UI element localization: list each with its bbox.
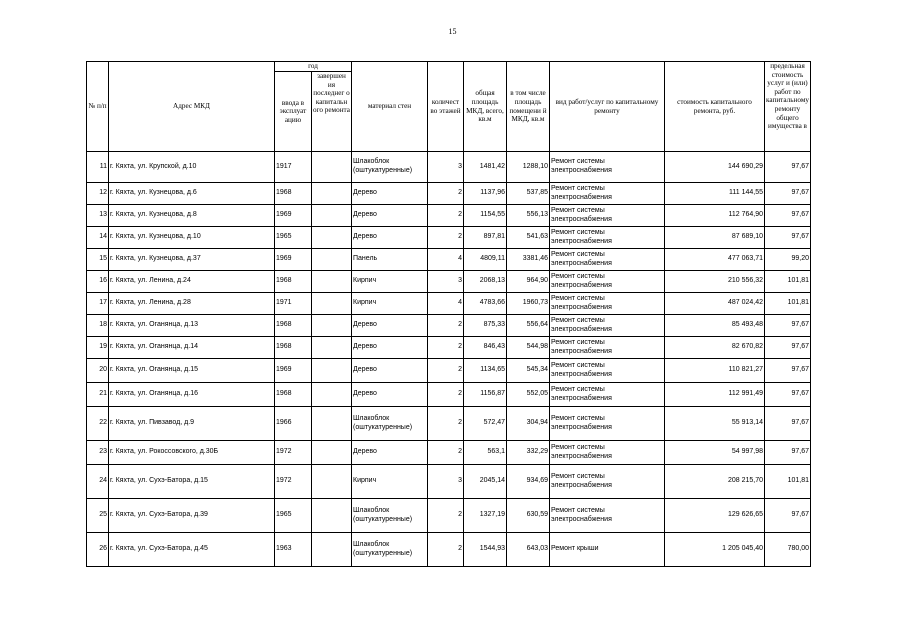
- area-premises-cell: 544,98: [507, 337, 550, 359]
- row-number: 14: [87, 227, 109, 249]
- address-cell: г. Кяхта, ул. Кузнецова, д.10: [109, 227, 275, 249]
- address-cell: г. Кяхта, ул. Оганянца, д.14: [109, 337, 275, 359]
- year-repair-cell: [312, 152, 352, 183]
- address-cell: г. Кяхта, ул. Кузнецова, д.37: [109, 249, 275, 271]
- area-total-cell: 875,33: [464, 315, 507, 337]
- area-total-cell: 897,81: [464, 227, 507, 249]
- header-year-group: год: [275, 62, 352, 72]
- limit-cost-cell: 97,67: [765, 183, 811, 205]
- cost-cell: 477 063,71: [665, 249, 765, 271]
- area-premises-cell: 556,64: [507, 315, 550, 337]
- floors-cell: 2: [428, 359, 464, 383]
- year-built-cell: 1972: [275, 465, 312, 499]
- year-repair-cell: [312, 359, 352, 383]
- address-cell: г. Кяхта, ул. Ленина, д.24: [109, 271, 275, 293]
- table-row: [87, 441, 811, 465]
- address-cell: г. Кяхта, ул. Крупской, д.10: [109, 152, 275, 183]
- area-premises-cell: 1960,73: [507, 293, 550, 315]
- table-row: [87, 227, 811, 249]
- year-built-cell: 1969: [275, 249, 312, 271]
- floors-cell: 2: [428, 205, 464, 227]
- limit-cost-cell: 97,67: [765, 152, 811, 183]
- wall-material-cell: Кирпич: [352, 465, 428, 499]
- limit-cost-cell: 101,81: [765, 271, 811, 293]
- work-type-cell: Ремонт системы электроснабжения: [550, 152, 665, 183]
- year-repair-cell: [312, 315, 352, 337]
- area-total-cell: 1544,93: [464, 533, 507, 567]
- table-row: [87, 533, 811, 567]
- header-year-built: ввода в эксплуат ацию: [275, 72, 312, 152]
- area-premises-cell: 537,85: [507, 183, 550, 205]
- table-row: [87, 465, 811, 499]
- floors-cell: 2: [428, 183, 464, 205]
- area-premises-cell: 556,13: [507, 205, 550, 227]
- limit-cost-cell: 97,67: [765, 407, 811, 441]
- wall-material-cell: Дерево: [352, 337, 428, 359]
- work-type-cell: Ремонт системы электроснабжения: [550, 183, 665, 205]
- table-row: [87, 152, 811, 183]
- address-cell: г. Кяхта, ул. Сухэ-Батора, д.45: [109, 533, 275, 567]
- work-type-cell: Ремонт системы электроснабжения: [550, 499, 665, 533]
- address-cell: г. Кяхта, ул. Рокоссовского, д.30Б: [109, 441, 275, 465]
- work-type-cell: Ремонт системы электроснабжения: [550, 249, 665, 271]
- wall-material-cell: Дерево: [352, 383, 428, 407]
- cost-cell: 54 997,98: [665, 441, 765, 465]
- row-number: 19: [87, 337, 109, 359]
- wall-material-cell: Дерево: [352, 359, 428, 383]
- work-type-cell: Ремонт системы электроснабжения: [550, 337, 665, 359]
- work-type-cell: Ремонт системы электроснабжения: [550, 383, 665, 407]
- table-row: [87, 205, 811, 227]
- year-repair-cell: [312, 441, 352, 465]
- year-built-cell: 1965: [275, 499, 312, 533]
- floors-cell: 4: [428, 249, 464, 271]
- area-total-cell: 2045,14: [464, 465, 507, 499]
- area-premises-cell: 1288,10: [507, 152, 550, 183]
- area-premises-cell: 630,59: [507, 499, 550, 533]
- year-repair-cell: [312, 227, 352, 249]
- floors-cell: 2: [428, 383, 464, 407]
- limit-cost-cell: 97,67: [765, 227, 811, 249]
- wall-material-cell: Дерево: [352, 205, 428, 227]
- work-type-cell: Ремонт крыши: [550, 533, 665, 567]
- cost-cell: 1 205 045,40: [665, 533, 765, 567]
- area-premises-cell: 3381,46: [507, 249, 550, 271]
- year-repair-cell: [312, 533, 352, 567]
- header-limit-cost: предельная стоимость услуг и (или) работ по капитальному ремонту общего имущества в: [765, 62, 811, 152]
- cost-cell: 208 215,70: [665, 465, 765, 499]
- year-built-cell: 1965: [275, 227, 312, 249]
- row-number: 23: [87, 441, 109, 465]
- table-row: [87, 249, 811, 271]
- floors-cell: 3: [428, 271, 464, 293]
- year-repair-cell: [312, 337, 352, 359]
- wall-material-cell: Дерево: [352, 183, 428, 205]
- header-year-repair: завершен ия последнег о капитальн ого ремонта: [312, 72, 352, 152]
- row-number: 18: [87, 315, 109, 337]
- floors-cell: 3: [428, 152, 464, 183]
- wall-material-cell: Шлакоблок (оштукатуренные): [352, 407, 428, 441]
- year-built-cell: 1966: [275, 407, 312, 441]
- page-number: 15: [448, 27, 457, 36]
- address-cell: г. Кяхта, ул. Оганянца, д.16: [109, 383, 275, 407]
- year-built-cell: 1968: [275, 271, 312, 293]
- wall-material-cell: Дерево: [352, 441, 428, 465]
- header-wall-material: материал стен: [352, 62, 428, 152]
- area-premises-cell: 332,29: [507, 441, 550, 465]
- cost-cell: 487 024,42: [665, 293, 765, 315]
- cost-cell: 82 670,82: [665, 337, 765, 359]
- cost-cell: 111 144,55: [665, 183, 765, 205]
- table-row: [87, 499, 811, 533]
- header-row-1: [87, 62, 811, 72]
- row-number: 17: [87, 293, 109, 315]
- year-repair-cell: [312, 499, 352, 533]
- work-type-cell: Ремонт системы электроснабжения: [550, 359, 665, 383]
- cost-cell: 87 689,10: [665, 227, 765, 249]
- work-type-cell: Ремонт системы электроснабжения: [550, 465, 665, 499]
- area-premises-cell: 541,63: [507, 227, 550, 249]
- address-cell: г. Кяхта, ул. Кузнецова, д.6: [109, 183, 275, 205]
- limit-cost-cell: 101,81: [765, 293, 811, 315]
- row-number: 12: [87, 183, 109, 205]
- table-row: [87, 359, 811, 383]
- year-repair-cell: [312, 465, 352, 499]
- area-total-cell: 1156,87: [464, 383, 507, 407]
- header-floors: количест во этажей: [428, 62, 464, 152]
- area-total-cell: 1137,96: [464, 183, 507, 205]
- table-row: [87, 383, 811, 407]
- work-type-cell: Ремонт системы электроснабжения: [550, 205, 665, 227]
- year-built-cell: 1972: [275, 441, 312, 465]
- wall-material-cell: Дерево: [352, 227, 428, 249]
- year-repair-cell: [312, 205, 352, 227]
- year-built-cell: 1969: [275, 359, 312, 383]
- table-row: [87, 271, 811, 293]
- limit-cost-cell: 97,67: [765, 359, 811, 383]
- row-number: 15: [87, 249, 109, 271]
- work-type-cell: Ремонт системы электроснабжения: [550, 407, 665, 441]
- year-built-cell: 1968: [275, 315, 312, 337]
- floors-cell: 2: [428, 441, 464, 465]
- table-row: [87, 293, 811, 315]
- floors-cell: 2: [428, 337, 464, 359]
- limit-cost-cell: 97,67: [765, 337, 811, 359]
- row-number: 21: [87, 383, 109, 407]
- address-cell: г. Кяхта, ул. Сухэ-Батора, д.39: [109, 499, 275, 533]
- floors-cell: 2: [428, 407, 464, 441]
- row-number: 26: [87, 533, 109, 567]
- floors-cell: 2: [428, 499, 464, 533]
- year-built-cell: 1917: [275, 152, 312, 183]
- year-built-cell: 1968: [275, 337, 312, 359]
- year-built-cell: 1969: [275, 205, 312, 227]
- wall-material-cell: Панель: [352, 249, 428, 271]
- wall-material-cell: Кирпич: [352, 271, 428, 293]
- work-type-cell: Ремонт системы электроснабжения: [550, 271, 665, 293]
- area-total-cell: 1327,19: [464, 499, 507, 533]
- area-premises-cell: 964,90: [507, 271, 550, 293]
- address-cell: г. Кяхта, ул. Оганянца, д.15: [109, 359, 275, 383]
- year-built-cell: 1968: [275, 183, 312, 205]
- header-num: № п/п: [87, 62, 109, 152]
- floors-cell: 2: [428, 315, 464, 337]
- floors-cell: 2: [428, 533, 464, 567]
- area-premises-cell: 545,34: [507, 359, 550, 383]
- wall-material-cell: Шлакоблок (оштукатуренные): [352, 152, 428, 183]
- limit-cost-cell: 101,81: [765, 465, 811, 499]
- address-cell: г. Кяхта, ул. Кузнецова, д.8: [109, 205, 275, 227]
- area-total-cell: 1134,65: [464, 359, 507, 383]
- area-total-cell: 2068,13: [464, 271, 507, 293]
- header-area-premises: в том числе площадь помещени й МКД, кв.м: [507, 62, 550, 152]
- header-cost: стоимость капитального ремонта, руб.: [665, 62, 765, 152]
- address-cell: г. Кяхта, ул. Оганянца, д.13: [109, 315, 275, 337]
- area-premises-cell: 643,03: [507, 533, 550, 567]
- wall-material-cell: Шлакоблок (оштукатуренные): [352, 499, 428, 533]
- address-cell: г. Кяхта, ул. Пивзавод, д.9: [109, 407, 275, 441]
- area-total-cell: 563,1: [464, 441, 507, 465]
- year-built-cell: 1968: [275, 383, 312, 407]
- wall-material-cell: Дерево: [352, 315, 428, 337]
- year-repair-cell: [312, 183, 352, 205]
- floors-cell: 4: [428, 293, 464, 315]
- cost-cell: 112 991,49: [665, 383, 765, 407]
- table-row: [87, 407, 811, 441]
- year-repair-cell: [312, 383, 352, 407]
- floors-cell: 2: [428, 227, 464, 249]
- row-number: 24: [87, 465, 109, 499]
- area-premises-cell: 304,94: [507, 407, 550, 441]
- wall-material-cell: Шлакоблок (оштукатуренные): [352, 533, 428, 567]
- year-built-cell: 1963: [275, 533, 312, 567]
- area-total-cell: 846,43: [464, 337, 507, 359]
- table-row: [87, 337, 811, 359]
- limit-cost-cell: 97,67: [765, 499, 811, 533]
- address-cell: г. Кяхта, ул. Ленина, д.28: [109, 293, 275, 315]
- row-number: 25: [87, 499, 109, 533]
- table-body: [87, 152, 811, 567]
- area-total-cell: 1154,55: [464, 205, 507, 227]
- cost-cell: 129 626,65: [665, 499, 765, 533]
- row-number: 22: [87, 407, 109, 441]
- row-number: 11: [87, 152, 109, 183]
- header-area-total: общая площадь МКД, всего, кв.м: [464, 62, 507, 152]
- work-type-cell: Ремонт системы электроснабжения: [550, 227, 665, 249]
- area-premises-cell: 552,05: [507, 383, 550, 407]
- cost-cell: 144 690,29: [665, 152, 765, 183]
- area-total-cell: 4783,66: [464, 293, 507, 315]
- row-number: 13: [87, 205, 109, 227]
- year-repair-cell: [312, 271, 352, 293]
- limit-cost-cell: 97,67: [765, 315, 811, 337]
- area-total-cell: 1481,42: [464, 152, 507, 183]
- cost-cell: 112 764,90: [665, 205, 765, 227]
- year-built-cell: 1971: [275, 293, 312, 315]
- year-repair-cell: [312, 293, 352, 315]
- year-repair-cell: [312, 249, 352, 271]
- year-repair-cell: [312, 407, 352, 441]
- work-type-cell: Ремонт системы электроснабжения: [550, 293, 665, 315]
- header-work-type: вид работ/услуг по капитальному ремонту: [550, 62, 665, 152]
- area-premises-cell: 934,69: [507, 465, 550, 499]
- limit-cost-cell: 97,67: [765, 383, 811, 407]
- wall-material-cell: Кирпич: [352, 293, 428, 315]
- table-row: [87, 183, 811, 205]
- row-number: 16: [87, 271, 109, 293]
- cost-cell: 110 821,27: [665, 359, 765, 383]
- housing-repair-table: [86, 61, 811, 567]
- limit-cost-cell: 97,67: [765, 441, 811, 465]
- limit-cost-cell: 780,00: [765, 533, 811, 567]
- cost-cell: 55 913,14: [665, 407, 765, 441]
- cost-cell: 85 493,48: [665, 315, 765, 337]
- area-total-cell: 4809,11: [464, 249, 507, 271]
- cost-cell: 210 556,32: [665, 271, 765, 293]
- limit-cost-cell: 97,67: [765, 205, 811, 227]
- address-cell: г. Кяхта, ул. Сухэ-Батора, д.15: [109, 465, 275, 499]
- floors-cell: 3: [428, 465, 464, 499]
- work-type-cell: Ремонт системы электроснабжения: [550, 441, 665, 465]
- header-address: Адрес МКД: [109, 62, 275, 152]
- area-total-cell: 572,47: [464, 407, 507, 441]
- table-row: [87, 315, 811, 337]
- work-type-cell: Ремонт системы электроснабжения: [550, 315, 665, 337]
- row-number: 20: [87, 359, 109, 383]
- limit-cost-cell: 99,20: [765, 249, 811, 271]
